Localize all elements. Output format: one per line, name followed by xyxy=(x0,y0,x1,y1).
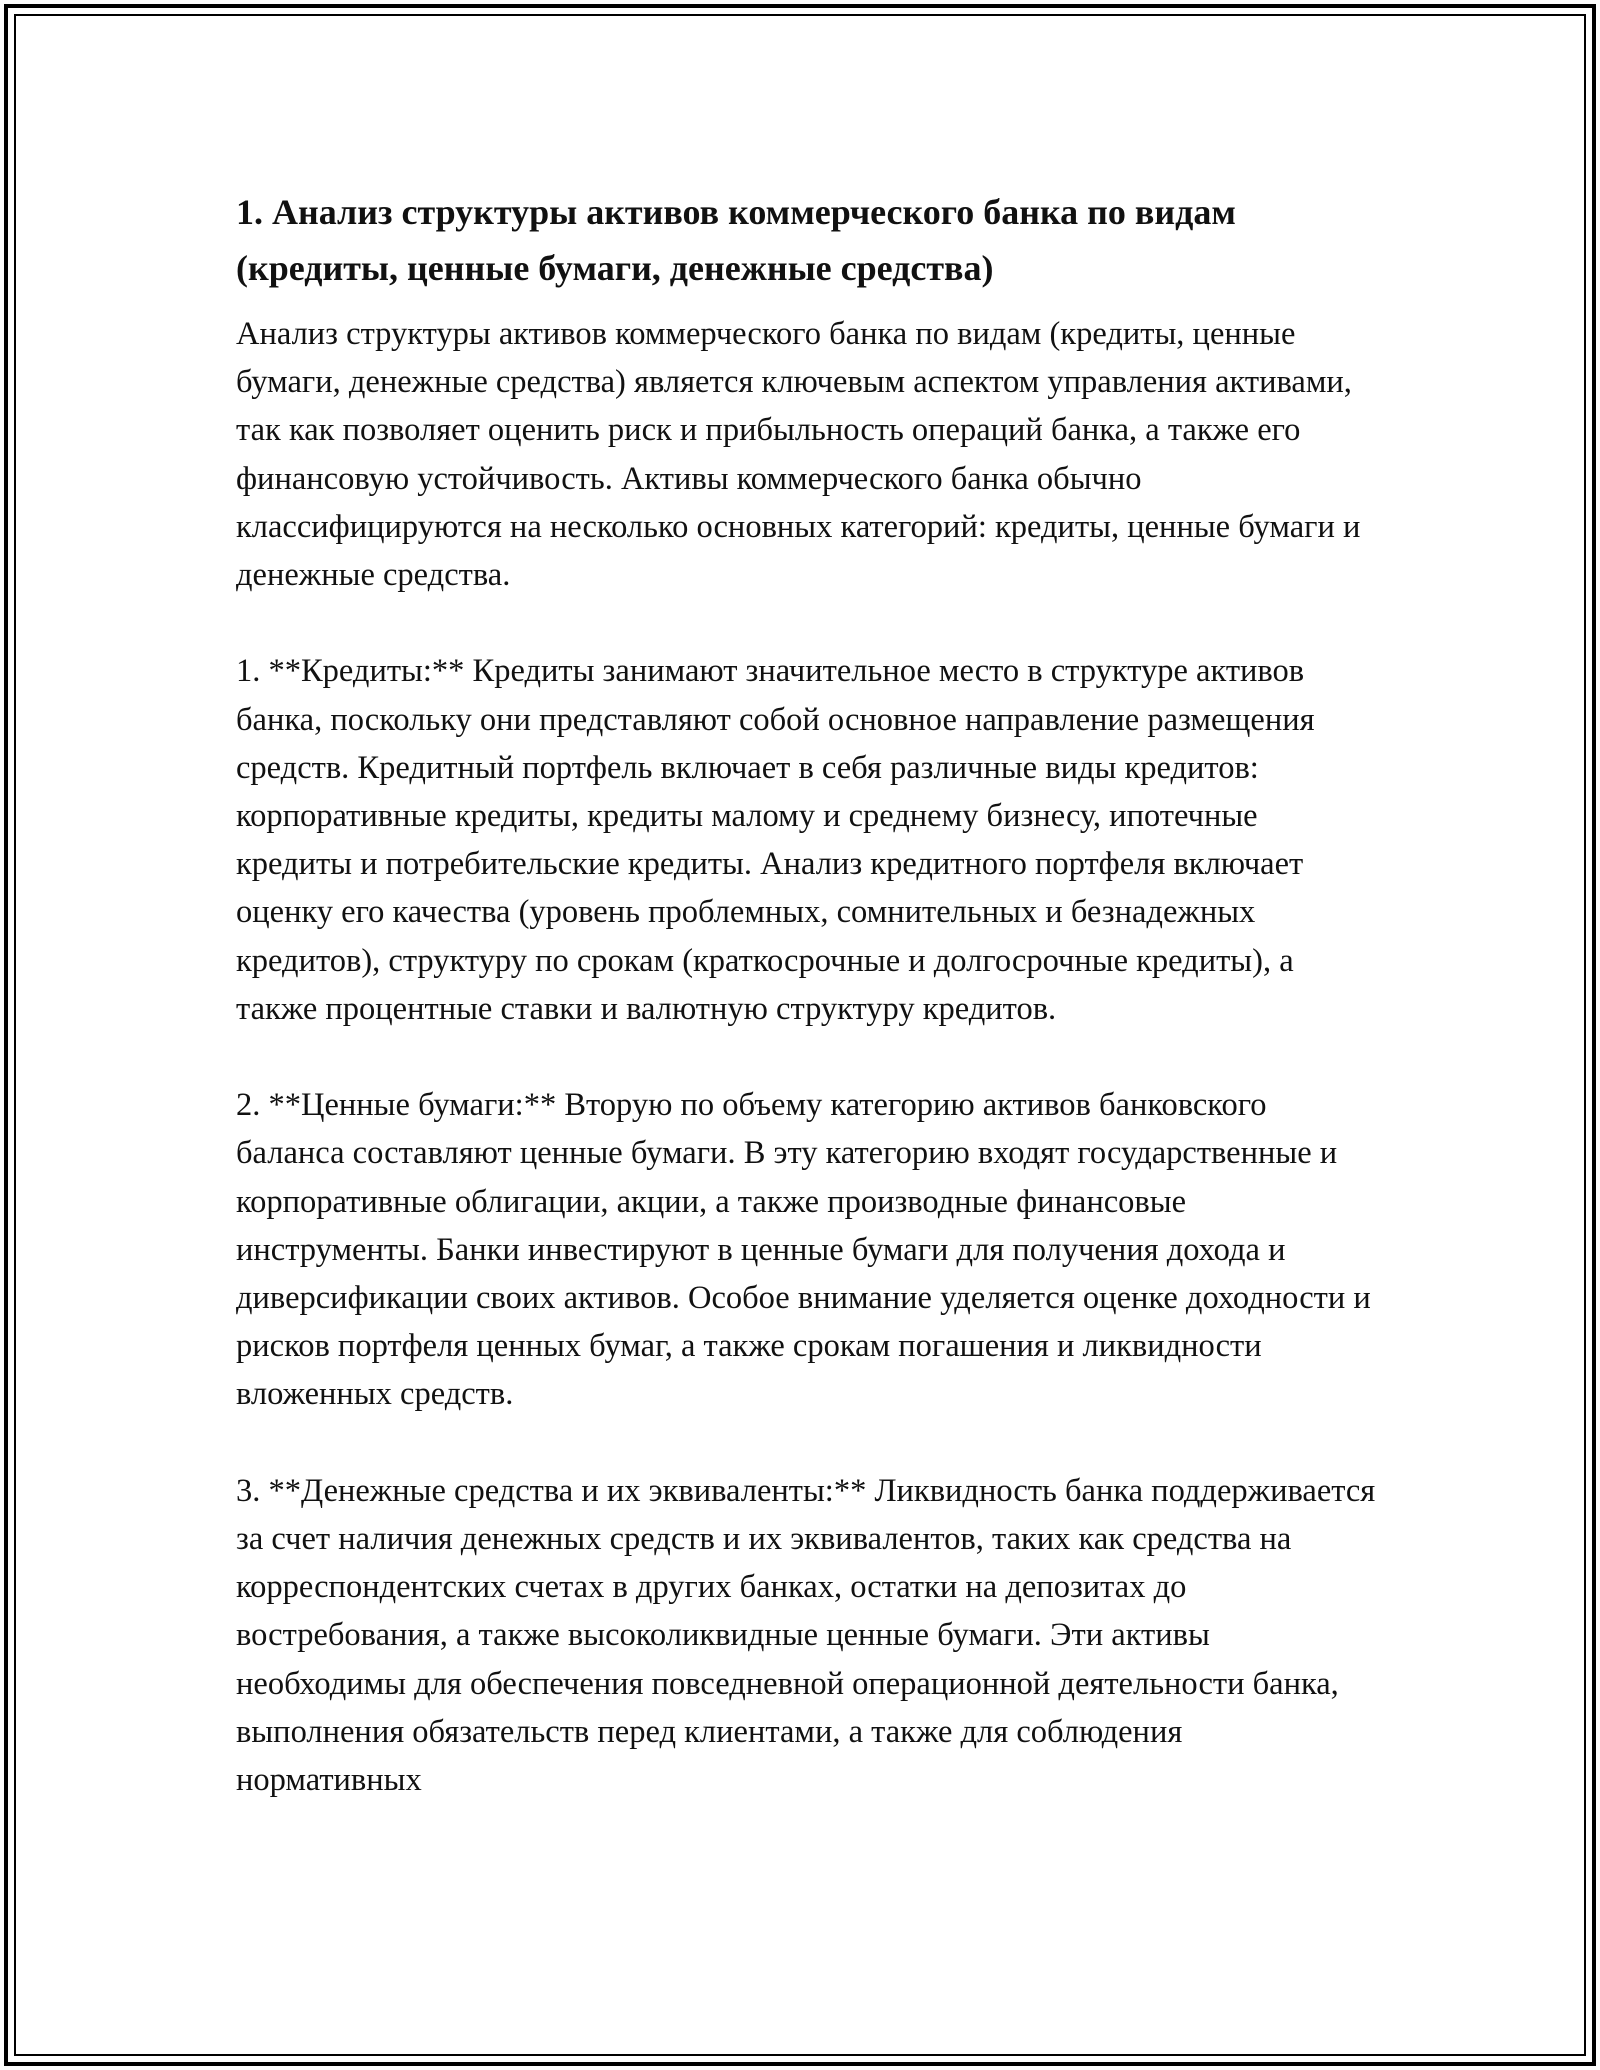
intro-paragraph: Анализ структуры активов коммерческого банка по видам (кредиты, ценные бумаги, денежные средства) является ключевым аспектом управления активами, так как позволяет оценить риск и прибыльность операций банка, а также его финансовую устойчивость. Активы коммерческого банка обычно классифицируются на несколько основных категорий: кредиты, ценные бумаги и денежные средства. xyxy=(236,316,1361,594)
document-title: 1. Анализ структуры активов коммерческого банка по видам (кредиты, ценные бумаги, денежные средства) xyxy=(236,192,1236,288)
credits-paragraph: 1. **Кредиты:** Кредиты занимают значительное место в структуре активов банка, поскольку они представляют собой основное направление размещения средств. Кредитный портфель включает в себя различные виды кредитов: корпоративные кредиты, кредиты малому и среднему бизнесу, ипотечные кредиты и потребительские кредиты. Анализ кредитного портфеля включает оценку его качества (уровень проблемных, сомнительных и безнадежных кредитов), структуру по срокам (краткосрочные и долгосрочные кредиты), а также процентные ставки и валютную структуру кредитов. xyxy=(236,653,1315,1027)
cash-paragraph: 3. **Денежные средства и их эквиваленты:** Ликвидность банка поддерживается за счет наличия денежных средств и их эквивалентов, таких как средства на корреспондентских счетах в других банках, остатки на депозитах до востребования, а также высоколиквидные ценные бумаги. Эти активы необходимы для обеспечения повседневной операционной деятельности банка, выполнения обязательств перед клиентами, а также для соблюдения нормативных xyxy=(236,1472,1376,1799)
securities-paragraph: 2. **Ценные бумаги:** Вторую по объему категорию активов банковского баланса составляют ценные бумаги. В эту категорию входят государственные и корпоративные облигации, акции, а также производные финансовые инструменты. Банки инвестируют в ценные бумаги для получения дохода и диверсификации своих активов. Особое внимание уделяется оценке доходности и рисков портфеля ценных бумаг, а также срокам погашения и ликвидности вложенных средств. xyxy=(236,1087,1371,1413)
document-body xyxy=(236,184,1376,1804)
